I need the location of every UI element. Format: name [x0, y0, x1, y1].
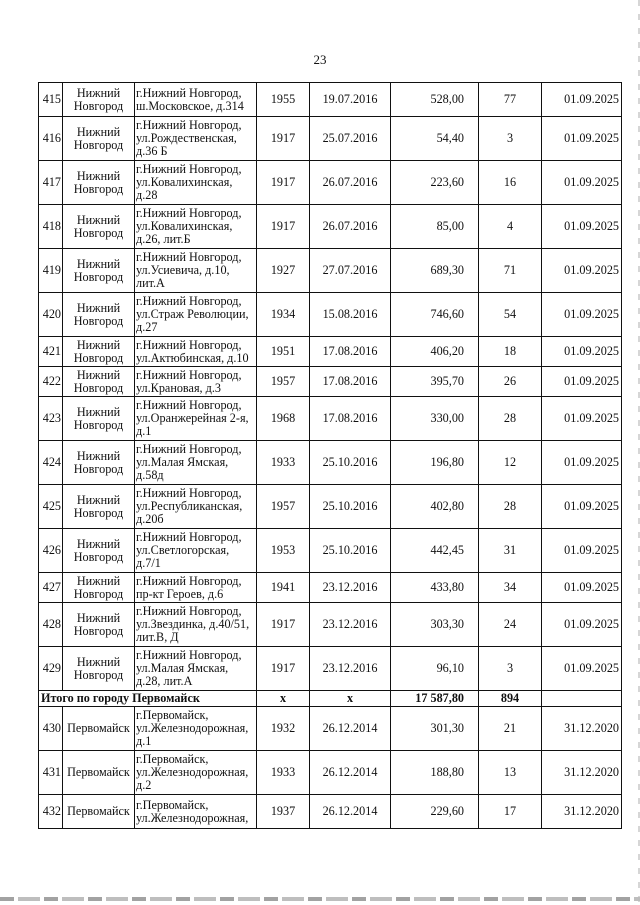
row-number: 426	[39, 529, 63, 573]
year-cell: 1955	[257, 83, 310, 117]
year-cell: 1917	[257, 603, 310, 647]
year-cell: 1927	[257, 249, 310, 293]
row-number: 423	[39, 397, 63, 441]
scan-artifact-bottom	[0, 897, 640, 901]
address-cell: г.Нижний Новгород, ул.Рождественская, д.36 Б	[135, 117, 257, 161]
address-cell: г.Первомайск, ул.Железнодорожная, д.2	[135, 751, 257, 795]
inspection-date-cell: 25.10.2016	[310, 441, 391, 485]
address-cell: г.Нижний Новгород, ул.Страж Революции, д.27	[135, 293, 257, 337]
inspection-date-cell: 26.07.2016	[310, 205, 391, 249]
row-number: 418	[39, 205, 63, 249]
residents-cell: 26	[479, 367, 542, 397]
city-cell: Нижний Новгород	[63, 337, 135, 367]
table-row	[39, 485, 622, 529]
table-row	[39, 397, 622, 441]
residents-cell: 17	[479, 795, 542, 829]
city-cell: Нижний Новгород	[63, 205, 135, 249]
city-cell: Нижний Новгород	[63, 249, 135, 293]
table-row	[39, 573, 622, 603]
residents-cell: 12	[479, 441, 542, 485]
address-cell: г.Нижний Новгород, ул.Республиканская, д.20б	[135, 485, 257, 529]
city-cell: Первомайск	[63, 795, 135, 829]
row-number: 430	[39, 707, 63, 751]
address-cell: г.Нижний Новгород, ул.Актюбинская, д.10	[135, 337, 257, 367]
area-cell: 188,80	[391, 751, 479, 795]
area-cell: 433,80	[391, 573, 479, 603]
year-cell: 1933	[257, 751, 310, 795]
deadline-cell: 01.09.2025	[542, 249, 622, 293]
year-cell: 1941	[257, 573, 310, 603]
table-row	[39, 795, 622, 829]
year-cell: 1968	[257, 397, 310, 441]
page-number: 23	[313, 52, 327, 67]
table-row	[39, 293, 622, 337]
residents-cell: 71	[479, 249, 542, 293]
row-number: 421	[39, 337, 63, 367]
area-cell: 196,80	[391, 441, 479, 485]
area-cell: 395,70	[391, 367, 479, 397]
table-row	[39, 751, 622, 795]
residents-cell: 13	[479, 751, 542, 795]
residents-cell: 24	[479, 603, 542, 647]
deadline-cell: 01.09.2025	[542, 485, 622, 529]
table-row	[39, 205, 622, 249]
city-cell: Нижний Новгород	[63, 397, 135, 441]
area-cell: 442,45	[391, 529, 479, 573]
year-cell: 1951	[257, 337, 310, 367]
city-cell: Нижний Новгород	[63, 367, 135, 397]
total-empty-cell	[542, 691, 622, 707]
deadline-cell: 01.09.2025	[542, 117, 622, 161]
inspection-date-cell: 19.07.2016	[310, 83, 391, 117]
city-cell: Нижний Новгород	[63, 573, 135, 603]
residents-cell: 18	[479, 337, 542, 367]
inspection-date-cell: 23.12.2016	[310, 647, 391, 691]
table-row	[39, 249, 622, 293]
city-cell: Нижний Новгород	[63, 441, 135, 485]
address-cell: г.Нижний Новгород, ул.Крановая, д.3	[135, 367, 257, 397]
year-cell: 1917	[257, 205, 310, 249]
row-number: 420	[39, 293, 63, 337]
area-cell: 330,00	[391, 397, 479, 441]
address-cell: г.Нижний Новгород, ул.Малая Ямская, д.58д	[135, 441, 257, 485]
deadline-cell: 01.09.2025	[542, 367, 622, 397]
total-date: x	[310, 691, 391, 707]
area-cell: 689,30	[391, 249, 479, 293]
year-cell: 1917	[257, 161, 310, 205]
table-row	[39, 603, 622, 647]
city-cell: Нижний Новгород	[63, 117, 135, 161]
deadline-cell: 01.09.2025	[542, 397, 622, 441]
residents-cell: 77	[479, 83, 542, 117]
residents-cell: 3	[479, 647, 542, 691]
residents-cell: 54	[479, 293, 542, 337]
table-row	[39, 529, 622, 573]
year-cell: 1917	[257, 117, 310, 161]
city-cell: Нижний Новгород	[63, 647, 135, 691]
total-label: Итого по городу Первомайск	[39, 691, 257, 707]
city-cell: Первомайск	[63, 751, 135, 795]
row-number: 425	[39, 485, 63, 529]
table-row	[39, 161, 622, 205]
table-row	[39, 117, 622, 161]
address-cell: г.Нижний Новгород, ул.Усиевича, д.10, лит.А	[135, 249, 257, 293]
area-cell: 301,30	[391, 707, 479, 751]
address-cell: г.Нижний Новгород, ул.Малая Ямская, д.28, лит.А	[135, 647, 257, 691]
inspection-date-cell: 23.12.2016	[310, 603, 391, 647]
inspection-date-cell: 15.08.2016	[310, 293, 391, 337]
city-cell: Нижний Новгород	[63, 293, 135, 337]
residents-cell: 3	[479, 117, 542, 161]
row-number: 428	[39, 603, 63, 647]
table-row	[39, 441, 622, 485]
year-cell: 1957	[257, 485, 310, 529]
table-row	[39, 647, 622, 691]
residents-cell: 21	[479, 707, 542, 751]
row-number: 431	[39, 751, 63, 795]
inspection-date-cell: 17.08.2016	[310, 337, 391, 367]
address-cell: г.Нижний Новгород, ул.Оранжерейная 2-я, д.1	[135, 397, 257, 441]
area-cell: 303,30	[391, 603, 479, 647]
address-cell: г.Нижний Новгород, ул.Ковалихинская, д.26, лит.Б	[135, 205, 257, 249]
residents-cell: 34	[479, 573, 542, 603]
row-number: 432	[39, 795, 63, 829]
area-cell: 406,20	[391, 337, 479, 367]
address-cell: г.Первомайск, ул.Железнодорожная,	[135, 795, 257, 829]
residents-cell: 4	[479, 205, 542, 249]
address-cell: г.Нижний Новгород, ул.Светлогорская, д.7/1	[135, 529, 257, 573]
row-number: 417	[39, 161, 63, 205]
table-row	[39, 367, 622, 397]
inspection-date-cell: 25.10.2016	[310, 529, 391, 573]
row-number: 422	[39, 367, 63, 397]
residents-cell: 31	[479, 529, 542, 573]
deadline-cell: 31.12.2020	[542, 795, 622, 829]
table-row	[39, 83, 622, 117]
area-cell: 402,80	[391, 485, 479, 529]
area-cell: 223,60	[391, 161, 479, 205]
deadline-cell: 01.09.2025	[542, 573, 622, 603]
deadline-cell: 01.09.2025	[542, 529, 622, 573]
total-area: 17 587,80	[391, 691, 479, 707]
year-cell: 1937	[257, 795, 310, 829]
inspection-date-cell: 26.12.2014	[310, 707, 391, 751]
address-cell: г.Нижний Новгород, ул.Ковалихинская, д.28	[135, 161, 257, 205]
area-cell: 528,00	[391, 83, 479, 117]
year-cell: 1933	[257, 441, 310, 485]
housing-registry-table	[38, 82, 622, 829]
deadline-cell: 01.09.2025	[542, 83, 622, 117]
inspection-date-cell: 17.08.2016	[310, 397, 391, 441]
inspection-date-cell: 25.07.2016	[310, 117, 391, 161]
address-cell: г.Первомайск, ул.Железнодорожная, д.1	[135, 707, 257, 751]
inspection-date-cell: 26.12.2014	[310, 751, 391, 795]
inspection-date-cell: 23.12.2016	[310, 573, 391, 603]
deadline-cell: 31.12.2020	[542, 707, 622, 751]
city-cell: Нижний Новгород	[63, 161, 135, 205]
deadline-cell: 01.09.2025	[542, 205, 622, 249]
row-number: 419	[39, 249, 63, 293]
deadline-cell: 31.12.2020	[542, 751, 622, 795]
deadline-cell: 01.09.2025	[542, 441, 622, 485]
address-cell: г.Нижний Новгород, ул.Звездинка, д.40/51, лит.В, Д	[135, 603, 257, 647]
city-cell: Нижний Новгород	[63, 485, 135, 529]
residents-cell: 16	[479, 161, 542, 205]
area-cell: 96,10	[391, 647, 479, 691]
deadline-cell: 01.09.2025	[542, 293, 622, 337]
city-cell: Нижний Новгород	[63, 83, 135, 117]
year-cell: 1917	[257, 647, 310, 691]
year-cell: 1934	[257, 293, 310, 337]
area-cell: 54,40	[391, 117, 479, 161]
total-residents: 894	[479, 691, 542, 707]
year-cell: 1953	[257, 529, 310, 573]
year-cell: 1932	[257, 707, 310, 751]
area-cell: 85,00	[391, 205, 479, 249]
inspection-date-cell: 26.07.2016	[310, 161, 391, 205]
deadline-cell: 01.09.2025	[542, 337, 622, 367]
row-number: 427	[39, 573, 63, 603]
year-cell: 1957	[257, 367, 310, 397]
total-row	[39, 691, 622, 707]
inspection-date-cell: 25.10.2016	[310, 485, 391, 529]
row-number: 429	[39, 647, 63, 691]
address-cell: г.Нижний Новгород, пр-кт Героев, д.6	[135, 573, 257, 603]
deadline-cell: 01.09.2025	[542, 161, 622, 205]
row-number: 424	[39, 441, 63, 485]
residents-cell: 28	[479, 397, 542, 441]
deadline-cell: 01.09.2025	[542, 603, 622, 647]
inspection-date-cell: 27.07.2016	[310, 249, 391, 293]
inspection-date-cell: 17.08.2016	[310, 367, 391, 397]
residents-cell: 28	[479, 485, 542, 529]
area-cell: 229,60	[391, 795, 479, 829]
deadline-cell: 01.09.2025	[542, 647, 622, 691]
city-cell: Первомайск	[63, 707, 135, 751]
total-year: x	[257, 691, 310, 707]
city-cell: Нижний Новгород	[63, 603, 135, 647]
row-number: 416	[39, 117, 63, 161]
row-number: 415	[39, 83, 63, 117]
table-row	[39, 337, 622, 367]
table-row	[39, 707, 622, 751]
address-cell: г.Нижний Новгород, ш.Московское, д.314	[135, 83, 257, 117]
inspection-date-cell: 26.12.2014	[310, 795, 391, 829]
city-cell: Нижний Новгород	[63, 529, 135, 573]
area-cell: 746,60	[391, 293, 479, 337]
